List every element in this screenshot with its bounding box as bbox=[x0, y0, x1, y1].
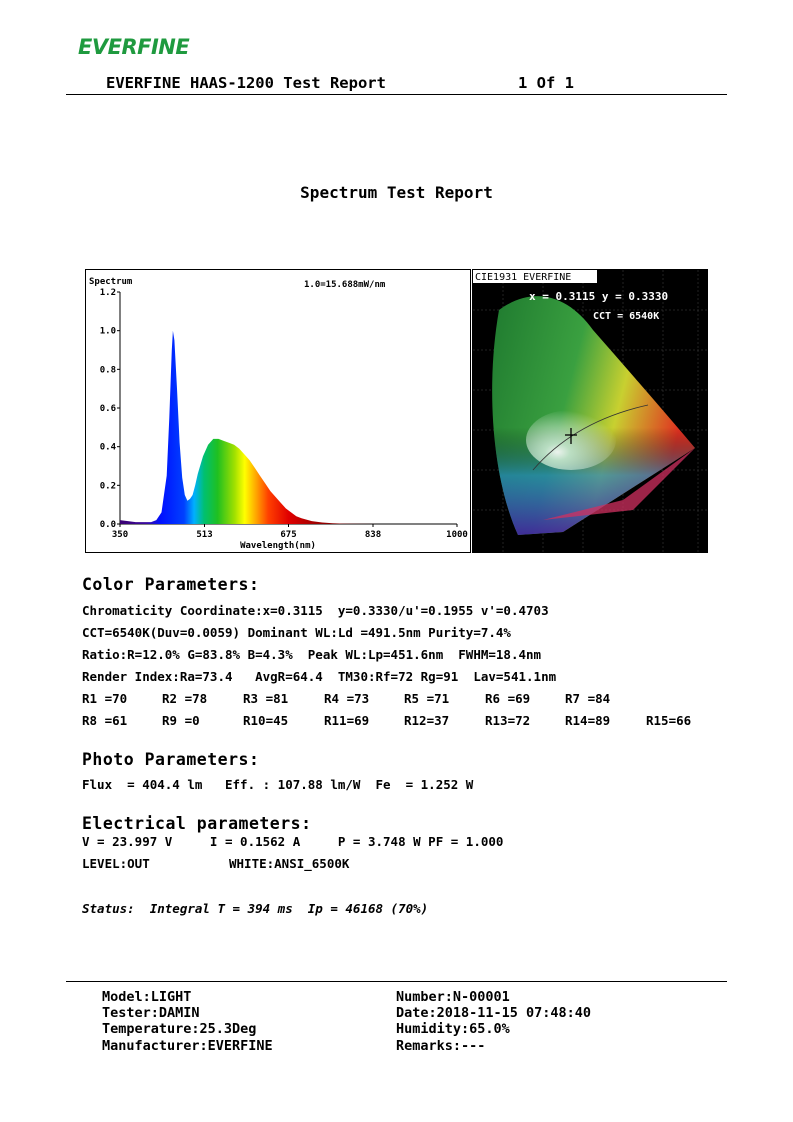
y-tick-label: 0.8 bbox=[99, 365, 116, 376]
x-tick-label: 513 bbox=[196, 530, 213, 540]
r-value: R10=45 bbox=[243, 713, 289, 728]
cie-title: CIE1931 EVERFINE bbox=[475, 272, 572, 283]
render-index-line: Render Index:Ra=73.4 AvgR=64.4 TM30:Rf=72 Rg=91 Lav=541.1nm bbox=[82, 669, 557, 684]
model-field: Model:LIGHT bbox=[102, 989, 192, 1005]
r-value: R7 =84 bbox=[565, 691, 611, 706]
r-value: R8 =61 bbox=[82, 713, 128, 728]
chromaticity-line: Chromaticity Coordinate:x=0.3115 y=0.3330/u'=0.1955 v'=0.4703 bbox=[82, 603, 549, 618]
x-tick-label: 1000 bbox=[446, 530, 468, 540]
temperature-field: Temperature:25.3Deg bbox=[102, 1021, 257, 1037]
y-tick-label: 1.2 bbox=[99, 288, 116, 298]
electrical-parameters-heading: Electrical parameters: bbox=[82, 814, 312, 833]
x-tick-label: 350 bbox=[111, 530, 129, 540]
r-value: R15=66 bbox=[646, 713, 692, 728]
number-field: Number:N-00001 bbox=[396, 989, 510, 1005]
spectrum-chart-panel bbox=[85, 269, 471, 553]
footer-divider bbox=[66, 981, 727, 982]
date-field: Date:2018-11-15 07:48:40 bbox=[396, 1005, 592, 1021]
r-value: R5 =71 bbox=[404, 691, 450, 706]
r-value: R11=69 bbox=[324, 713, 370, 728]
report-header-title: EVERFINE HAAS-1200 Test Report bbox=[106, 74, 386, 92]
white-value: WHITE:ANSI_6500K bbox=[229, 856, 350, 871]
r-value: R9 =0 bbox=[162, 713, 200, 728]
cie-xy-readout: x = 0.3115 y = 0.3330 bbox=[529, 290, 669, 303]
spectrum-x-axis-label: Wavelength(nm) bbox=[240, 541, 316, 551]
r-value: R2 =78 bbox=[162, 691, 208, 706]
y-tick-label: 0.4 bbox=[99, 442, 116, 453]
tester-field: Tester:DAMIN bbox=[102, 1005, 200, 1021]
r-value: R14=89 bbox=[565, 713, 611, 728]
header-divider bbox=[66, 94, 727, 95]
spectrum-chart bbox=[86, 270, 470, 552]
r-value: R6 =69 bbox=[485, 691, 531, 706]
everfine-logo: EVERFINE bbox=[78, 35, 190, 59]
cie-chart-panel bbox=[472, 269, 708, 553]
color-parameters-heading: Color Parameters: bbox=[82, 575, 260, 594]
page-indicator: 1 Of 1 bbox=[518, 74, 574, 92]
spectrum-scale-annotation: 1.0=15.688mW/nm bbox=[304, 280, 386, 290]
humidity-field: Humidity:65.0% bbox=[396, 1021, 510, 1037]
y-tick-label: 0.2 bbox=[99, 481, 116, 492]
level-value: LEVEL:OUT bbox=[82, 856, 150, 871]
cie1931-diagram bbox=[473, 270, 707, 552]
spectrum-chart-title: Spectrum bbox=[89, 277, 133, 287]
x-tick-label: 838 bbox=[364, 530, 382, 540]
x-tick-label: 675 bbox=[280, 530, 297, 540]
status-line: Status: Integral T = 394 ms Ip = 46168 (70%) bbox=[82, 901, 429, 916]
cie-cct-readout: CCT = 6540K bbox=[593, 311, 660, 322]
y-tick-label: 1.0 bbox=[99, 326, 116, 337]
y-tick-label: 0.0 bbox=[99, 520, 116, 530]
cct-line: CCT=6540K(Duv=0.0059) Dominant WL:Ld =491.5nm Purity=7.4% bbox=[82, 625, 511, 640]
remarks-field: Remarks:--- bbox=[396, 1038, 486, 1054]
photo-parameters-heading: Photo Parameters: bbox=[82, 750, 260, 769]
ratio-line: Ratio:R=12.0% G=83.8% B=4.3% Peak WL:Lp=451.6nm FWHM=18.4nm bbox=[82, 647, 542, 662]
r-value: R3 =81 bbox=[243, 691, 289, 706]
manufacturer-field: Manufacturer:EVERFINE bbox=[102, 1038, 273, 1054]
r-value: R12=37 bbox=[404, 713, 450, 728]
r-value: R1 =70 bbox=[82, 691, 128, 706]
r-value: R13=72 bbox=[485, 713, 531, 728]
electrical-line: V = 23.997 V I = 0.1562 A P = 3.748 W PF = 1.000 bbox=[82, 834, 504, 849]
spectrum-series-area bbox=[120, 331, 457, 524]
page-title: Spectrum Test Report bbox=[300, 183, 493, 202]
r-value: R4 =73 bbox=[324, 691, 370, 706]
y-tick-label: 0.6 bbox=[99, 404, 116, 414]
flux-line: Flux = 404.4 lm Eff. : 107.88 lm/W Fe = 1.252 W bbox=[82, 777, 474, 792]
